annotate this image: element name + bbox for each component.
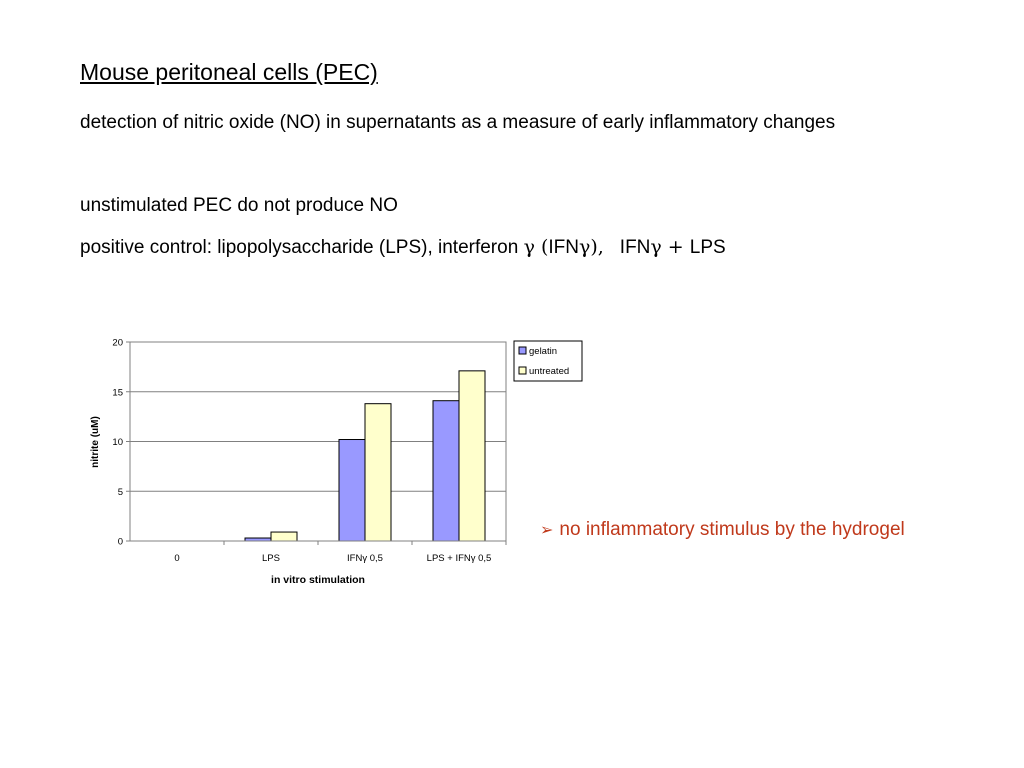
y-tick-label: 15 [112, 387, 123, 399]
legend-swatch-gelatin [519, 347, 526, 354]
bar-gelatin-3 [433, 401, 459, 541]
legend-swatch-untreated [519, 367, 526, 374]
x-tick-label: LPS + IFNγ 0,5 [426, 553, 492, 564]
paren-open: ( [534, 236, 549, 258]
positive-control-text [80, 236, 726, 259]
gamma-symbol: γ [523, 236, 535, 258]
x-axis-label: in vitro stimulation [271, 574, 365, 586]
legend-label-untreated: untreated [529, 366, 570, 377]
plus-sign: + [661, 236, 690, 258]
ifn-label: IFN [548, 237, 579, 258]
chart-legend [514, 341, 582, 381]
bar-untreated-3 [459, 371, 485, 541]
lps-label: LPS [689, 237, 726, 258]
y-tick-label: 20 [112, 337, 123, 349]
gamma-symbol: γ [650, 236, 662, 258]
conclusion-bullet [540, 519, 905, 541]
x-tick-label: 0 [174, 553, 180, 564]
positive-control-prefix: positive control: lipopolysaccharide (LPS), interferon [80, 237, 524, 258]
bar-gelatin-2 [339, 440, 365, 541]
unstimulated-text: unstimulated PEC do not produce NO [80, 195, 398, 216]
bar-untreated-1 [271, 532, 297, 541]
paren-close: ), [590, 236, 604, 258]
y-tick-label: 10 [112, 437, 123, 448]
y-axis-label: nitrite (uM) [90, 416, 101, 468]
y-tick-label: 0 [117, 536, 123, 548]
gamma-symbol: γ [578, 236, 591, 258]
conclusion-text: no inflammatory stimulus by the hydrogel [559, 519, 905, 540]
x-tick-label: IFNγ 0,5 [347, 553, 383, 564]
nitrite-bar-chart [80, 330, 600, 595]
ifn-label: IFN [619, 237, 651, 258]
slide-title: Mouse peritoneal cells (PEC) [80, 59, 378, 85]
x-tick-label: LPS [262, 553, 280, 564]
legend-label-gelatin: gelatin [529, 346, 557, 357]
bar-untreated-2 [365, 404, 391, 541]
arrow-bullet-icon: ➢ [540, 520, 554, 539]
y-tick-label: 5 [117, 486, 123, 498]
description-text: detection of nitric oxide (NO) in supernatants as a measure of early inflammatory changes [80, 112, 836, 133]
